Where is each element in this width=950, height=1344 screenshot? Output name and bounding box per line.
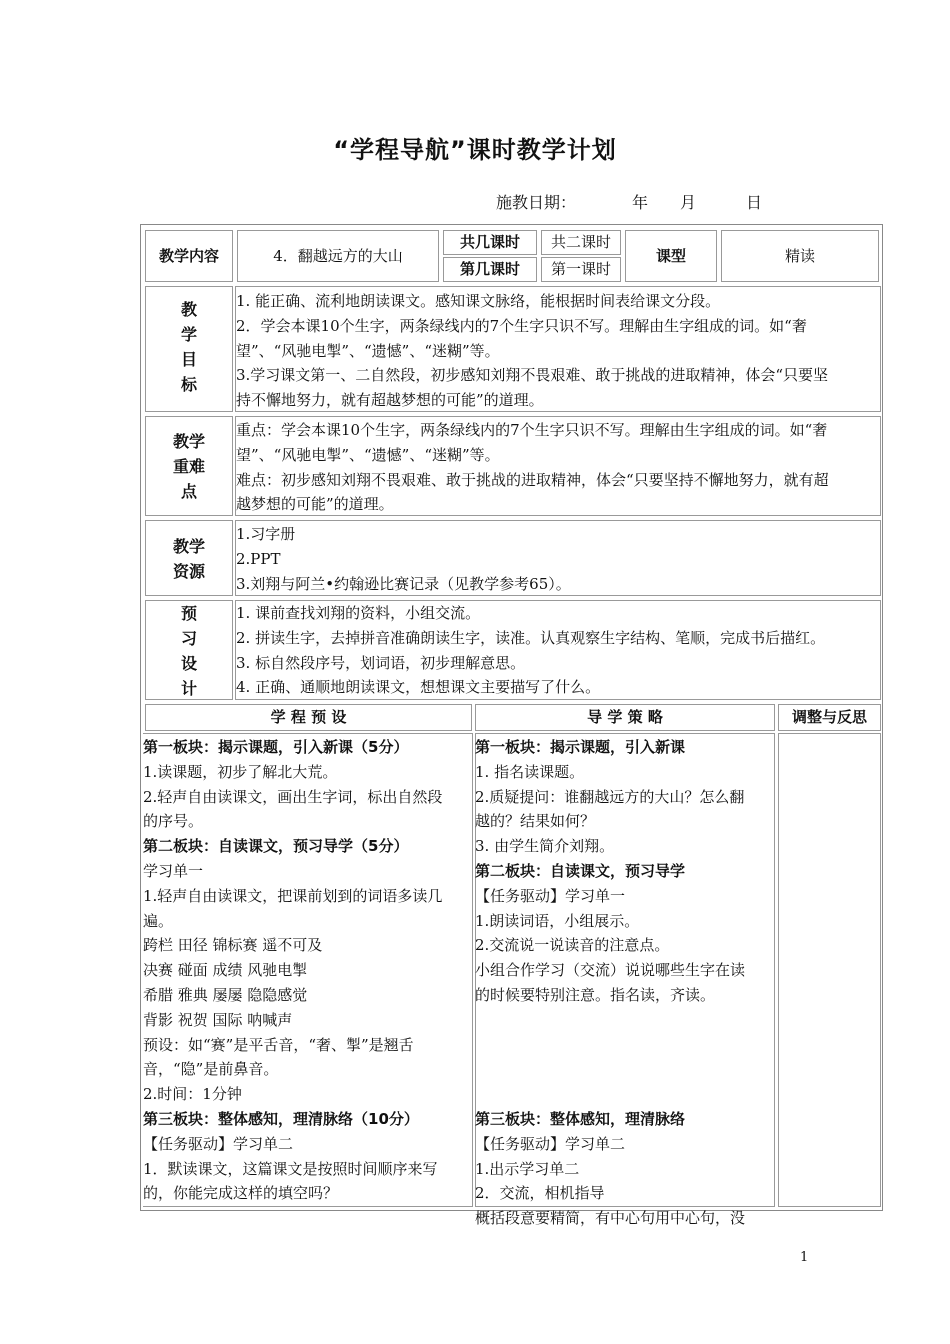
total-value: 共二课时 [550,233,611,251]
type-label: 课型 [655,247,686,265]
col2-line [475,1033,745,1058]
resources-line: 2.PPT [236,549,281,568]
keypoints-line: 望”、“风驰电掣”、“遗憾”、“迷糊”等。 [236,445,500,464]
col1-content [143,735,442,1206]
col2-line: 小组合作学习（交流）说说哪些生字在读 [475,961,746,980]
type-value-cell [721,230,879,282]
keypoints-label-2: 重难 [172,457,205,476]
goals-line: 持不懈地努力，就有超越梦想的可能”的道理。 [236,391,544,410]
date-month: 月 [680,193,697,212]
col2-line: 2.交流说一说读音的注意点。 [475,936,670,955]
goals-line: 2．学会本课10个生字，两条绿线内的7个生字只识不写。理解由生字组成的词。如“奢 [236,316,807,335]
page-number: 1 [800,1250,809,1265]
goals-line: 3.学习课文第一、二自然段，初步感知刘翔不畏艰难、敢于挑战的进取精神，体会“只要坚 [236,366,828,385]
goals-line: 望”、“风驰电掣”、“遗憾”、“迷糊”等。 [236,341,500,360]
col1-line: 决赛 碰面 成绩 风驰电掣 [143,961,308,980]
preview-label-3: 设 [180,654,197,673]
col2-line: 3. 由学生简介刘翔。 [475,837,615,856]
col1-line: 的序号。 [143,812,204,831]
col1-line: 【任务驱动】学习单二 [143,1134,294,1153]
which-value: 第一课时 [550,260,611,278]
preview-line: 2. 拼读生字，去掉拼音准确朗读生字，读准。认真观察生字结构、笔顺，完成书后描红。 [236,628,826,647]
preview-content [236,601,825,700]
col2-content [475,735,745,1231]
keypoints-line: 越梦想的可能”的道理。 [236,495,394,514]
col2-line: 第三板块：整体感知，理清脉络 [475,1109,686,1128]
preview-line: 1. 课前查找刘翔的资料，小组交流。 [236,604,481,622]
keypoints-line: 重点：学会本课10个生字，两条绿线内的7个生字只识不写。理解由生字组成的词。如“奢 [236,421,828,439]
col2-line: 【任务驱动】学习单二 [475,1134,626,1153]
resources-label-1: 教学 [172,537,205,556]
content-label-cell [145,230,233,282]
col2-line: 1. 指名读课题。 [475,762,585,781]
col1-line: 第二板块：自读课文，预习导学（5分） [143,837,409,856]
type-value: 精读 [784,247,815,265]
col1-line: 跨栏 田径 锦标赛 遥不可及 [143,936,323,955]
col1-line: 背影 祝贺 国际 呐喊声 [143,1010,293,1029]
date-day: 日 [746,193,763,212]
col1-line: 1.读课题，初步了解北大荒。 [143,762,338,781]
total-label: 共几课时 [459,233,520,251]
total-value-cell [541,230,621,255]
content-value-cell [237,230,439,282]
preview-label-1: 预 [180,604,197,623]
preview-line: 3. 标自然段序号，划词语，初步理解意思。 [236,653,526,672]
keypoints-content [236,418,829,517]
preview-label-cell [145,600,233,700]
preview-label-2: 习 [180,629,197,648]
col1-line: 2.时间：1分钟 [143,1085,242,1104]
col1-header: 学 程 预 设 [270,708,347,726]
goals-line: 1. 能正确、流利地朗读课文。感知课文脉络，能根据时间表给课文分段。 [236,292,721,310]
col3-body-cell [778,733,881,1207]
col1-line: 1．默读课文，这篇课文是按照时间顺序来写 [143,1159,438,1178]
col1-line: 第三板块：整体感知，理清脉络（10分） [143,1109,419,1128]
col1-line: 1.轻声自由读课文，把课前划到的词语多读几 [143,886,443,905]
col2-line [475,1082,745,1107]
keypoints-label-1: 教学 [172,432,205,451]
col2-line: 第一板块：揭示课题，引入新课 [475,738,686,756]
date-year: 年 [632,193,649,212]
resources-line: 3.刘翔与阿兰•约翰逊比赛记录（见教学参考65）。 [236,574,571,593]
col3-header-cell [778,704,881,731]
col1-line: 第一板块：揭示课题，引入新课（5分） [143,738,409,756]
col2-line: 的时候要特别注意。指名读，齐读。 [475,985,716,1004]
col2-line: 越的？结果如何？ [475,812,596,831]
goals-label-cell [145,286,233,412]
which-value-cell [541,257,621,282]
col2-line: 2.质疑提问：谁翻越远方的大山？怎么翻 [475,787,745,806]
col2-header: 导 学 策 略 [587,708,663,726]
col1-line: 音，“隐”是前鼻音。 [143,1060,279,1079]
col1-line: 希腊 雅典 屡屡 隐隐感觉 [143,985,308,1004]
col1-line: 遍。 [143,911,174,930]
date-label: 施教日期： [496,193,577,212]
goals-label-3: 目 [180,350,197,369]
col2-line: 2．交流，相机指导 [475,1184,605,1203]
col2-line: 1.出示学习单二 [475,1159,580,1178]
which-label: 第几课时 [459,260,520,278]
content-value: 4．翻越远方的大山 [273,247,403,265]
col2-line [475,1057,745,1082]
resources-label-cell [145,520,233,596]
total-label-cell [443,230,537,255]
keypoints-line: 难点：初步感知刘翔不畏艰难、敢于挑战的进取精神，体会“只要坚持不懈地努力，就有超 [236,470,829,489]
type-label-cell [625,230,717,282]
resources-content [236,522,571,596]
col2-line: 1.朗读词语，小组展示。 [475,911,640,930]
content-label: 教学内容 [158,247,219,265]
col2-line: 第二板块：自读课文，预习导学 [475,861,686,880]
goals-label-4: 标 [180,375,197,394]
goals-content [236,289,828,413]
resources-line: 1.习字册 [236,525,296,543]
col2-line: 【任务驱动】学习单一 [475,886,626,905]
col2-line: 概括段意要精简，有中心句用中心句，没 [475,1209,746,1228]
which-label-cell [443,257,537,282]
col1-line: 预设：如“赛”是平舌音，“奢、掣”是翘舌 [143,1035,414,1054]
col2-line [475,1008,745,1033]
col3-header: 调整与反思 [791,708,867,726]
preview-label-4: 计 [180,679,197,698]
col1-line: 学习单一 [143,861,204,880]
goals-label-1: 教 [180,300,197,319]
col1-line: 2.轻声自由读课文，画出生字词，标出自然段 [143,787,443,806]
col1-line: 的，你能完成这样的填空吗？ [143,1184,339,1203]
page-title: “学程导航”课时教学计划 [333,136,617,164]
keypoints-label-3: 点 [180,482,197,501]
resources-label-2: 资源 [172,562,205,581]
keypoints-label-cell [145,416,233,516]
preview-line: 4. 正确、通顺地朗读课文，想想课文主要描写了什么。 [236,678,601,697]
goals-label-2: 学 [180,325,197,344]
col1-header-cell [145,704,472,731]
col2-header-cell [475,704,775,731]
